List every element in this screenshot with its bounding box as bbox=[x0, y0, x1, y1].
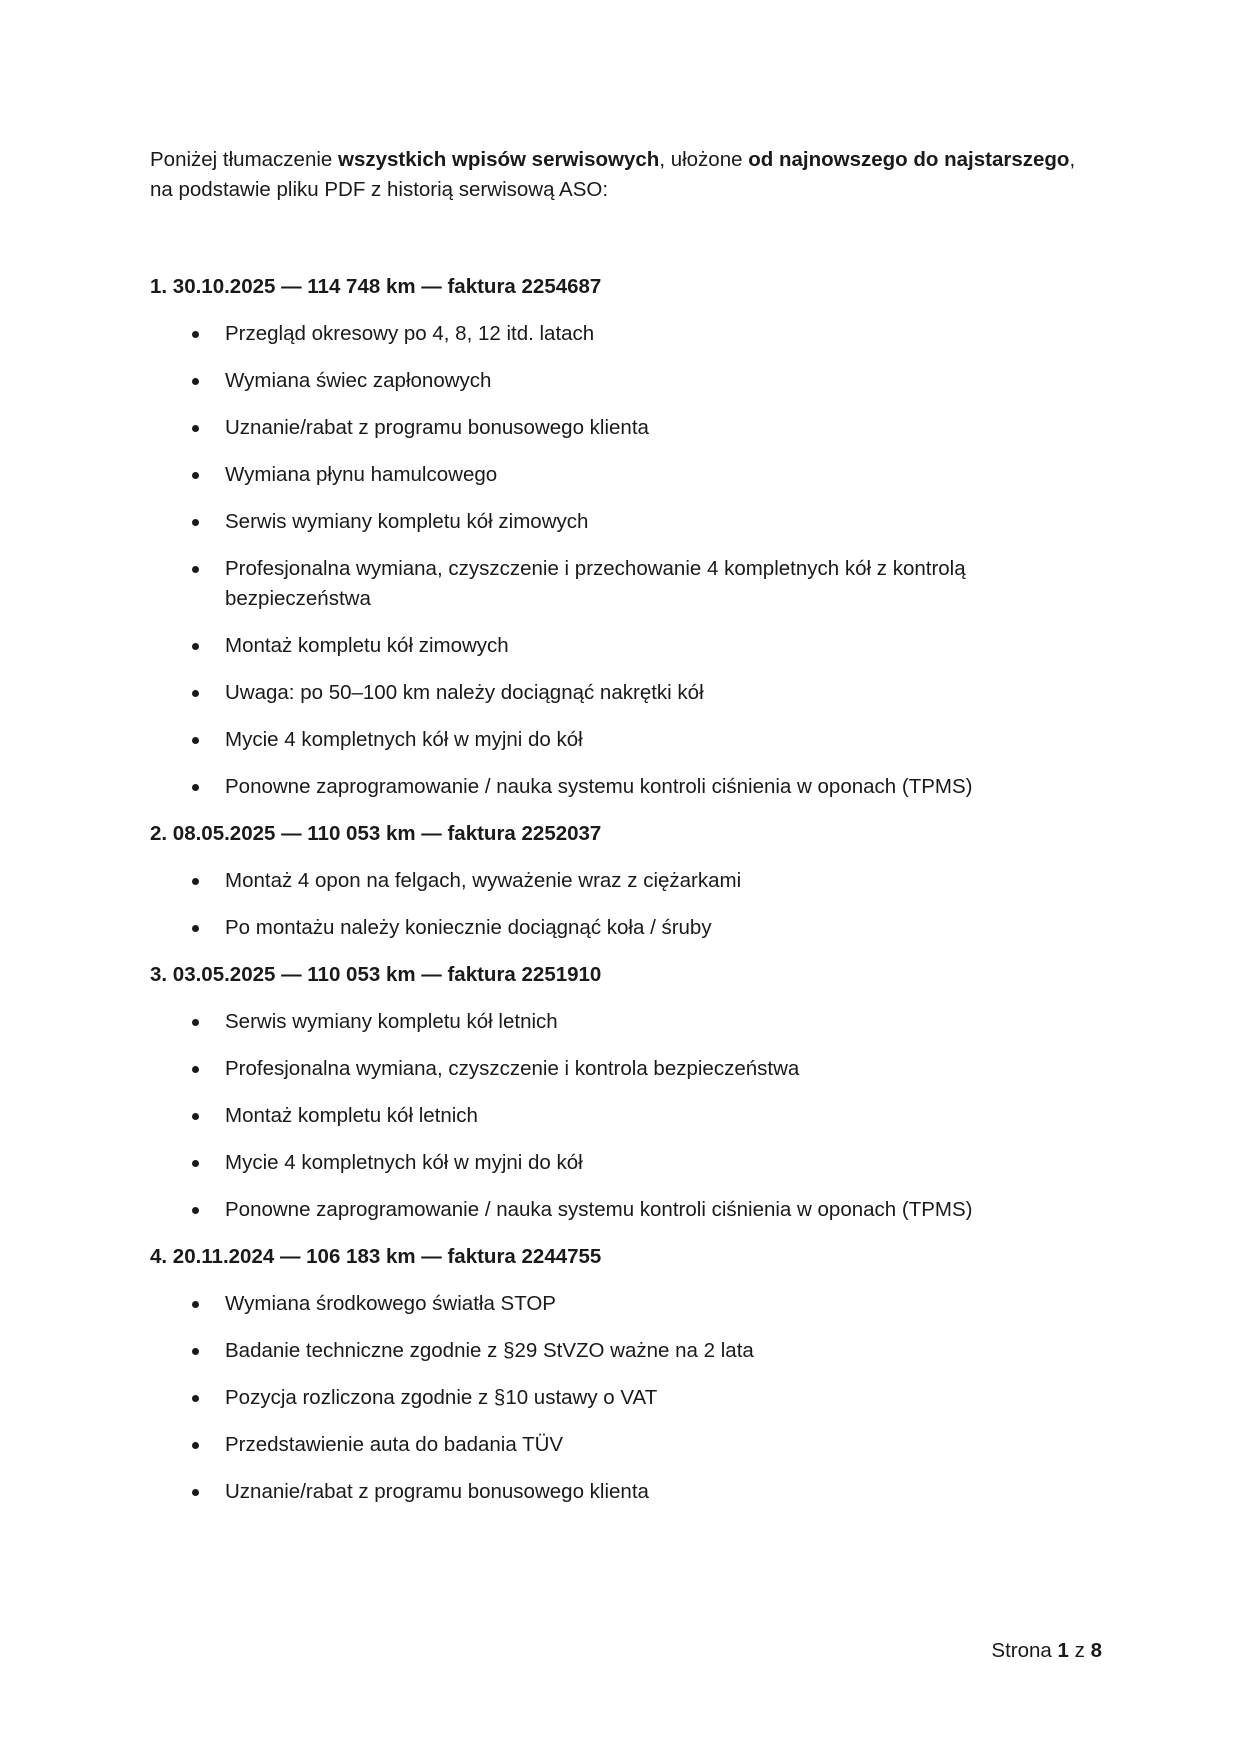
bullet-dot-icon bbox=[192, 472, 199, 479]
bullet-dot-icon bbox=[192, 1395, 199, 1402]
list-item bbox=[150, 1101, 1100, 1131]
intro-text-1: Poniżej tłumaczenie bbox=[150, 148, 339, 171]
list-item bbox=[150, 366, 1100, 396]
intro-text-2: , ułożone bbox=[659, 148, 749, 171]
bullet-dot-icon bbox=[192, 784, 199, 791]
intro-bold-2: od najnowszego do najstarszego bbox=[748, 148, 1070, 171]
list-item-text: Mycie 4 kompletnych kół w myjni do kół bbox=[225, 728, 583, 751]
list-item-text: Serwis wymiany kompletu kół letnich bbox=[225, 1010, 558, 1033]
list-item bbox=[150, 554, 1100, 614]
list-item-text: Uznanie/rabat z programu bonusowego klienta bbox=[225, 416, 649, 439]
service-entry bbox=[150, 819, 1100, 943]
list-item bbox=[150, 1148, 1100, 1178]
list-item bbox=[150, 772, 1100, 802]
list-item bbox=[150, 1430, 1100, 1460]
list-item-text: Serwis wymiany kompletu kół zimowych bbox=[225, 510, 589, 533]
bullet-dot-icon bbox=[192, 1066, 199, 1073]
intro-text-3: , na podstawie pliku PDF z historią serwisową ASO: bbox=[150, 148, 1076, 201]
list-item bbox=[150, 1054, 1100, 1084]
list-item bbox=[150, 1336, 1100, 1366]
entry-item-list bbox=[150, 866, 1100, 943]
list-item-text: Uznanie/rabat z programu bonusowego klienta bbox=[225, 1480, 649, 1503]
list-item-text: Wymiana środkowego światła STOP bbox=[225, 1292, 556, 1315]
bullet-dot-icon bbox=[192, 1207, 199, 1214]
footer-total-pages: 8 bbox=[1090, 1639, 1102, 1662]
bullet-dot-icon bbox=[192, 425, 199, 432]
list-item bbox=[150, 725, 1100, 755]
bullet-dot-icon bbox=[192, 925, 199, 932]
bullet-dot-icon bbox=[192, 1160, 199, 1167]
list-item bbox=[150, 1477, 1100, 1507]
list-item-text: Montaż 4 opon na felgach, wyważenie wraz z ciężarkami bbox=[225, 869, 742, 892]
bullet-dot-icon bbox=[192, 378, 199, 385]
list-item bbox=[150, 678, 1100, 708]
list-item bbox=[150, 913, 1100, 943]
bullet-dot-icon bbox=[192, 737, 199, 744]
list-item-text: Po montażu należy koniecznie dociągnąć koła / śruby bbox=[225, 916, 712, 939]
bullet-dot-icon bbox=[192, 643, 199, 650]
entry-heading: 4. 20.11.2024 — 106 183 km — faktura 2244755 bbox=[150, 1245, 602, 1268]
list-item-text: Montaż kompletu kół letnich bbox=[225, 1104, 478, 1127]
page-footer bbox=[991, 1636, 1102, 1666]
entry-heading: 3. 03.05.2025 — 110 053 km — faktura 2251910 bbox=[150, 963, 602, 986]
list-item bbox=[150, 319, 1100, 349]
bullet-dot-icon bbox=[192, 1442, 199, 1449]
footer-current-page: 1 bbox=[1057, 1639, 1069, 1662]
service-entry bbox=[150, 272, 1100, 802]
list-item-text: Uwaga: po 50–100 km należy dociągnąć nakrętki kół bbox=[225, 681, 704, 704]
list-item-text: Przedstawienie auta do badania TÜV bbox=[225, 1433, 564, 1456]
list-item bbox=[150, 1383, 1100, 1413]
entry-item-list bbox=[150, 319, 1100, 802]
intro-paragraph bbox=[150, 145, 1100, 205]
bullet-dot-icon bbox=[192, 566, 199, 573]
list-item bbox=[150, 413, 1100, 443]
bullet-dot-icon bbox=[192, 1113, 199, 1120]
list-item-text: Ponowne zaprogramowanie / nauka systemu kontroli ciśnienia w oponach (TPMS) bbox=[225, 1198, 973, 1221]
list-item-text: Mycie 4 kompletnych kół w myjni do kół bbox=[225, 1151, 583, 1174]
list-item bbox=[150, 507, 1100, 537]
bullet-dot-icon bbox=[192, 1019, 199, 1026]
document-content bbox=[150, 145, 1100, 1524]
bullet-dot-icon bbox=[192, 331, 199, 338]
intro-bold-1: wszystkich wpisów serwisowych bbox=[338, 148, 660, 171]
list-item bbox=[150, 866, 1100, 896]
entry-heading: 2. 08.05.2025 — 110 053 km — faktura 2252037 bbox=[150, 822, 602, 845]
footer-middle: z bbox=[1068, 1639, 1091, 1662]
list-item-text: Przegląd okresowy po 4, 8, 12 itd. latach bbox=[225, 322, 595, 345]
list-item bbox=[150, 631, 1100, 661]
entry-item-list bbox=[150, 1289, 1100, 1507]
bullet-dot-icon bbox=[192, 519, 199, 526]
service-entry bbox=[150, 960, 1100, 1225]
list-item-text: Ponowne zaprogramowanie / nauka systemu kontroli ciśnienia w oponach (TPMS) bbox=[225, 775, 973, 798]
list-item bbox=[150, 1289, 1100, 1319]
bullet-dot-icon bbox=[192, 878, 199, 885]
list-item bbox=[150, 460, 1100, 490]
entry-heading: 1. 30.10.2025 — 114 748 km — faktura 2254687 bbox=[150, 275, 602, 298]
bullet-dot-icon bbox=[192, 1348, 199, 1355]
bullet-dot-icon bbox=[192, 1489, 199, 1496]
list-item bbox=[150, 1195, 1100, 1225]
service-entries bbox=[150, 272, 1100, 1507]
list-item-text: Pozycja rozliczona zgodnie z §10 ustawy o VAT bbox=[225, 1386, 658, 1409]
list-item-text: Badanie techniczne zgodnie z §29 StVZO ważne na 2 lata bbox=[225, 1339, 754, 1362]
list-item-text: Wymiana płynu hamulcowego bbox=[225, 463, 498, 486]
list-item-text: Montaż kompletu kół zimowych bbox=[225, 634, 509, 657]
entry-item-list bbox=[150, 1007, 1100, 1225]
footer-prefix: Strona bbox=[991, 1639, 1058, 1662]
list-item-text: Wymiana świec zapłonowych bbox=[225, 369, 492, 392]
list-item-text: Profesjonalna wymiana, czyszczenie i przechowanie 4 kompletnych kół z kontrolą bezpieczeństwa bbox=[225, 557, 966, 610]
service-entry bbox=[150, 1242, 1100, 1507]
list-item bbox=[150, 1007, 1100, 1037]
bullet-dot-icon bbox=[192, 690, 199, 697]
list-item-text: Profesjonalna wymiana, czyszczenie i kontrola bezpieczeństwa bbox=[225, 1057, 800, 1080]
bullet-dot-icon bbox=[192, 1301, 199, 1308]
